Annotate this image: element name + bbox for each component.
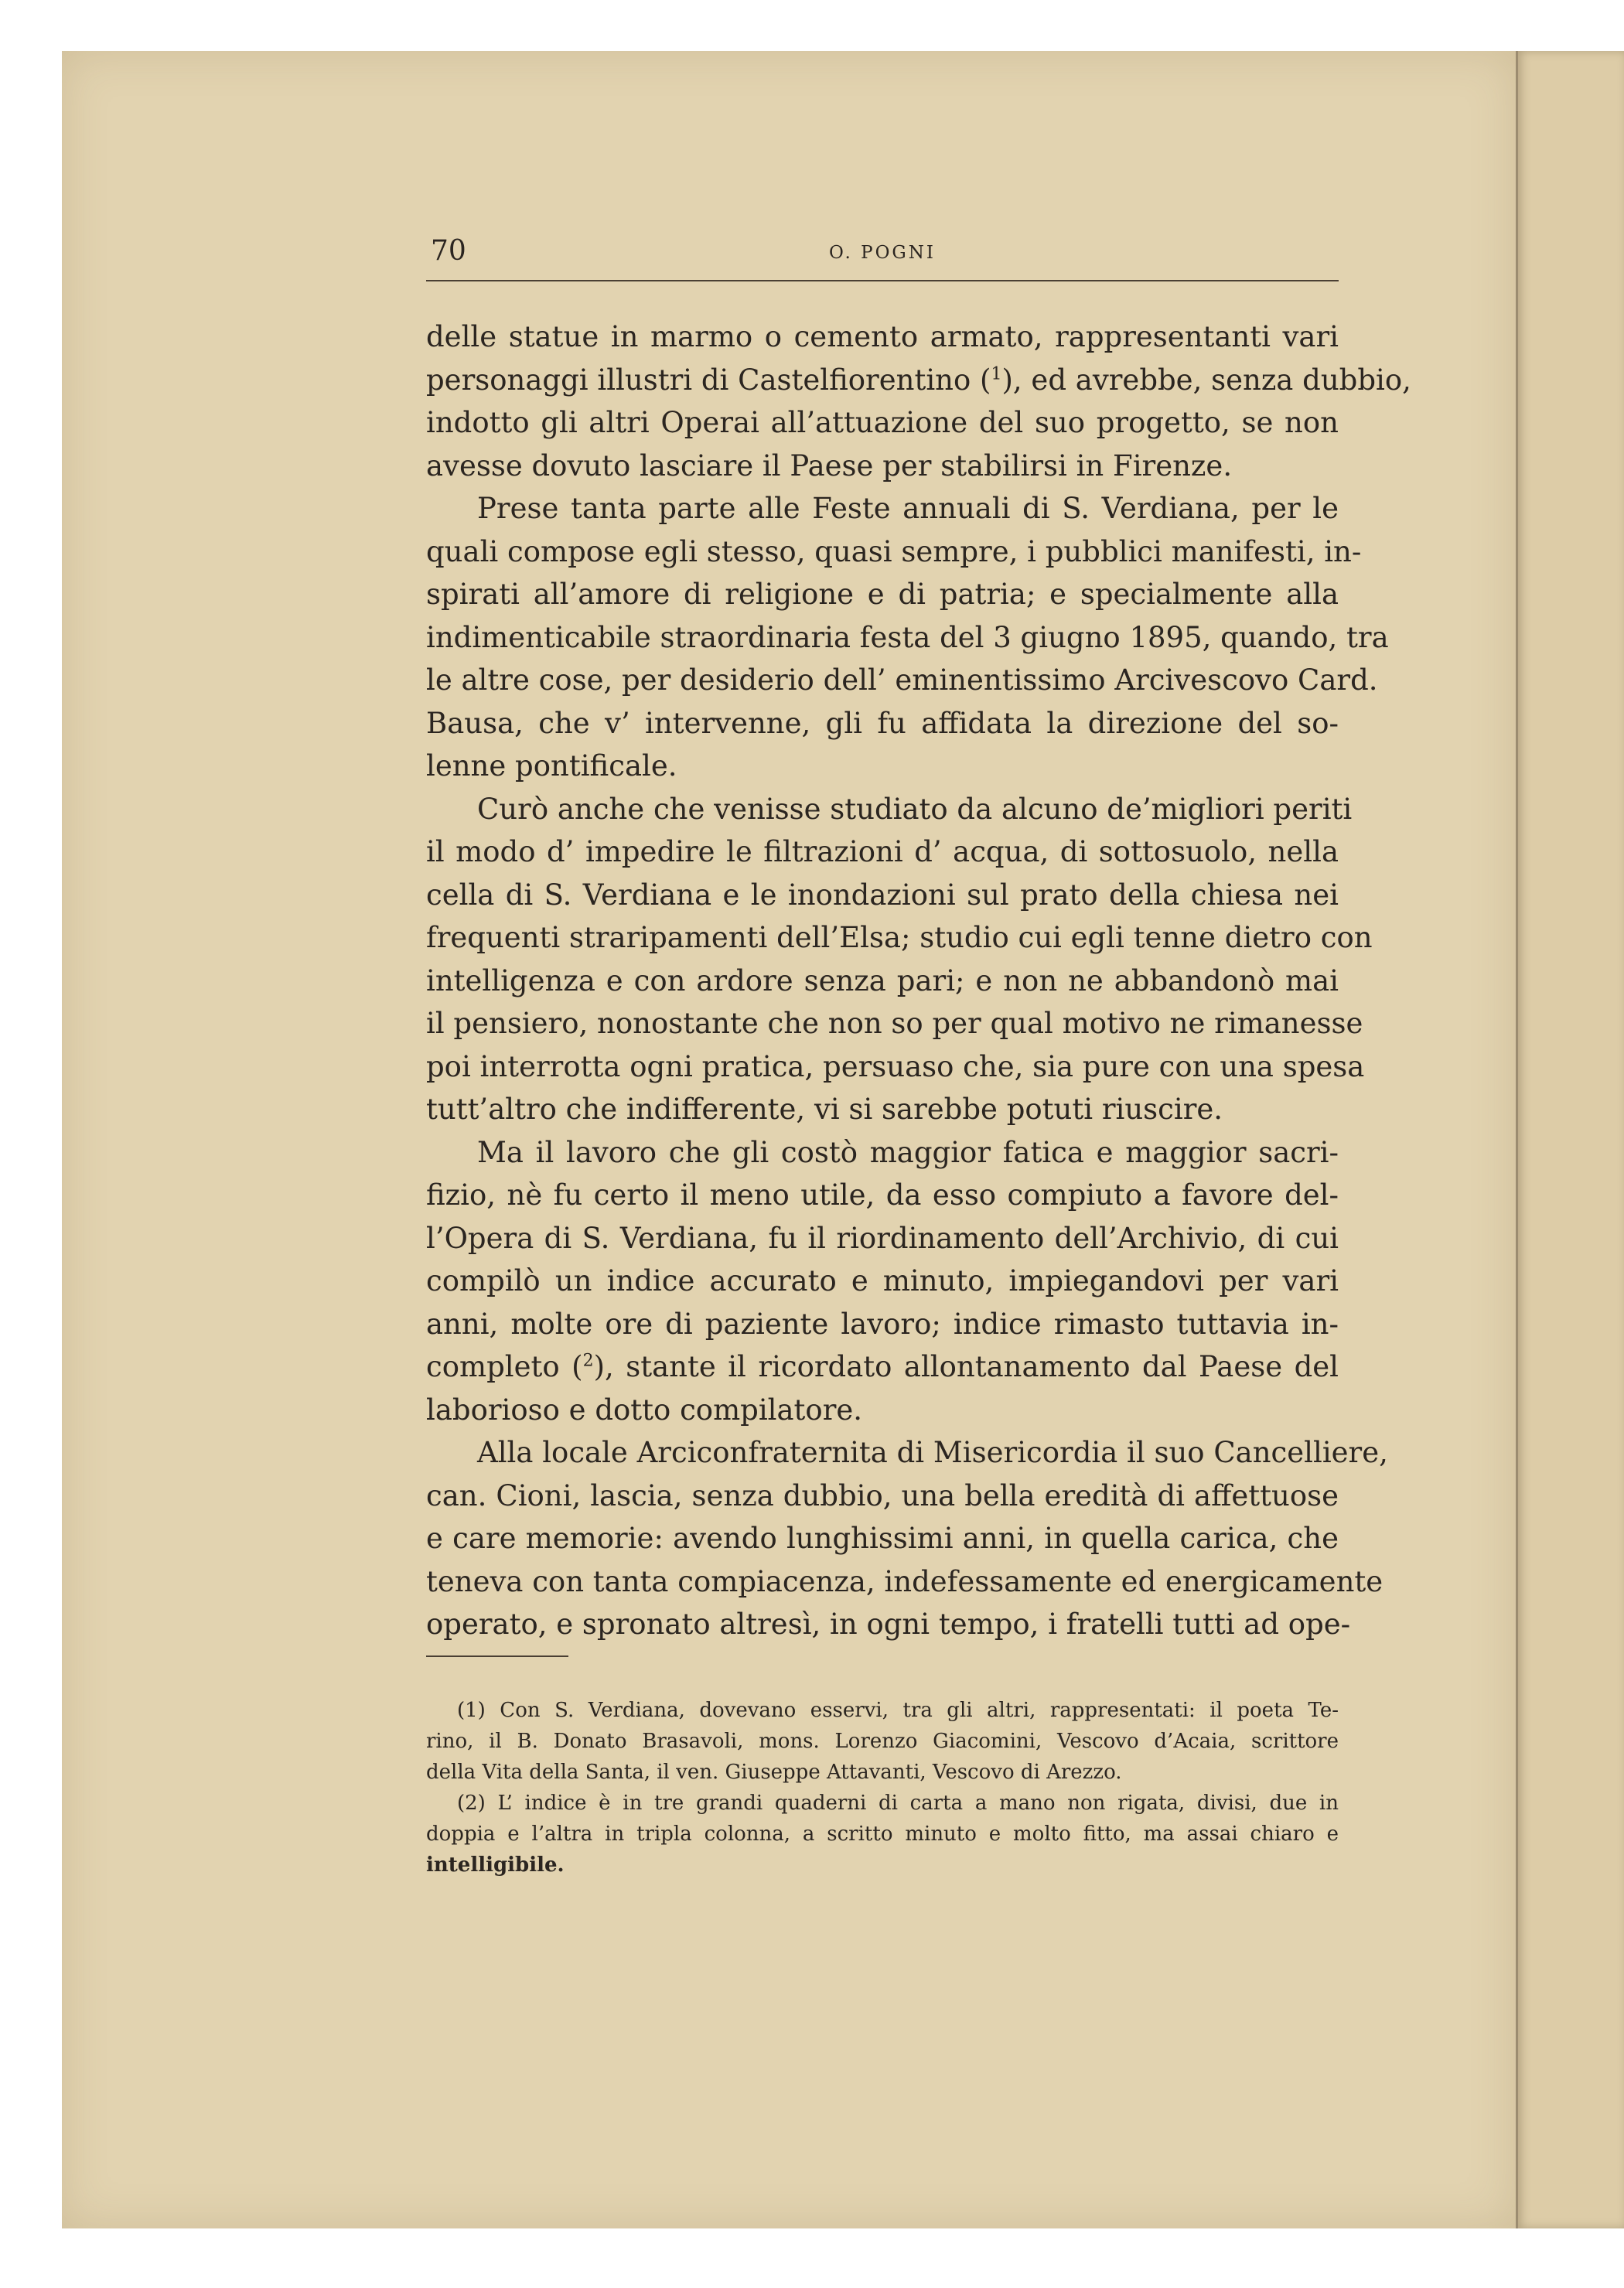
text-line: Ma il lavoro che gli costò maggior fatica e maggior sacri- <box>477 1135 1339 1169</box>
footnote-line: (1) Con S. Verdiana, dovevano esservi, tra gli altri, rappresentati: il poeta Te- <box>457 1699 1339 1722</box>
text-line <box>426 1345 1339 1389</box>
text-line: laborioso e dotto compilatore. <box>426 1393 863 1427</box>
paragraph-5 <box>426 1431 1388 1646</box>
text-line: cella di S. Verdiana e le inondazioni sul prato della chiesa nei <box>426 878 1339 912</box>
text-line: anni, molte ore di paziente lavoro; indice rimasto tuttavia in- <box>426 1307 1339 1341</box>
paragraph-3 <box>426 788 1373 1131</box>
text-segment: completo ( <box>426 1350 583 1383</box>
text-segment: ), stante il ricordato allontanamento dal Paese del <box>593 1350 1339 1383</box>
running-head: O. POGNI <box>828 243 937 263</box>
text-line: Alla locale Arciconfraternita di Misericordia il suo Cancelliere, <box>477 1436 1388 1469</box>
text-line: delle statue in marmo o cemento armato, rappresentanti vari <box>426 320 1339 353</box>
text-line: Bausa, che v’ intervenne, gli fu affidata la direzione del so- <box>426 706 1339 740</box>
text-line: lenne pontificale. <box>426 749 677 783</box>
paragraph-4 <box>426 1131 1339 1432</box>
text-line: compilò un indice accurato e minuto, impiegandovi per vari <box>426 1264 1339 1297</box>
footnote-ref-2: 2 <box>582 1351 594 1371</box>
footnote-2 <box>426 1788 1339 1881</box>
text-segment: personaggi illustri di Castelfiorentino ( <box>426 363 991 397</box>
footnote-1 <box>426 1695 1339 1788</box>
body-text <box>426 315 1411 1646</box>
text-line: Curò anche che venisse studiato da alcuno de’migliori periti <box>477 792 1353 826</box>
paragraph-2 <box>426 487 1389 788</box>
text-line: il pensiero, nonostante che non so per qual motivo ne rimanesse <box>426 1007 1363 1040</box>
text-line: le altre cose, per desiderio dell’ eminentissimo Arcivescovo Card. <box>426 663 1378 697</box>
footnote-divider <box>426 1655 568 1657</box>
paragraph-1 <box>426 315 1411 487</box>
text-line: fizio, nè fu certo il meno utile, da esso compiuto a favore del- <box>426 1178 1339 1212</box>
footnote-line: intelligibile. <box>426 1853 565 1877</box>
text-line: frequenti straripamenti dell’Elsa; studio cui egli tenne dietro con <box>426 921 1373 954</box>
footnote-ref-1: 1 <box>991 364 1002 384</box>
footnote-line: rino, il B. Donato Brasavoli, mons. Lorenzo Giacomini, Vescovo d’Acaia, scrittore <box>426 1730 1339 1753</box>
text-line: teneva con tanta compiacenza, indefessamente ed energicamente <box>426 1564 1383 1598</box>
text-line <box>426 359 1411 402</box>
text-line: indimenticabile straordinaria festa del 3 giugno 1895, quando, tra <box>426 620 1389 654</box>
page-header <box>426 234 1339 281</box>
footnote-line: doppia e l’altra in tripla colonna, a scritto minuto e molto fitto, ma assai chiaro e <box>426 1823 1339 1846</box>
footnotes <box>426 1695 1339 1881</box>
text-line: avesse dovuto lasciare il Paese per stabilirsi in Firenze. <box>426 448 1233 482</box>
footnote-line: (2) L’ indice è in tre grandi quaderni di carta a mano non rigata, divisi, due in <box>457 1792 1339 1815</box>
text-segment: ), ed avrebbe, senza dubbio, <box>1001 363 1411 397</box>
text-line: intelligenza e con ardore senza pari; e non ne abbandonò mai <box>426 963 1339 997</box>
text-line: e care memorie: avendo lunghissimi anni, in quella carica, che <box>426 1522 1339 1555</box>
text-line: indotto gli altri Operai all’attuazione del suo progetto, se non <box>426 406 1339 439</box>
adjacent-page-edge <box>1516 51 1624 2228</box>
text-line: l’Opera di S. Verdiana, fu il riordinamento dell’Archivio, di cui <box>426 1221 1339 1255</box>
text-line: operato, e spronato altresì, in ogni tempo, i fratelli tutti ad ope- <box>426 1608 1351 1641</box>
text-line: can. Cioni, lascia, senza dubbio, una bella eredità di affettuose <box>426 1478 1339 1512</box>
text-line: quali compose egli stesso, quasi sempre, i pubblici manifesti, in- <box>426 534 1362 568</box>
text-line: Prese tanta parte alle Feste annuali di S. Verdiana, per le <box>477 492 1339 525</box>
text-line: spirati all’amore di religione e di patria; e specialmente alla <box>426 578 1339 611</box>
text-line: tutt’altro che indifferente, vi si sarebbe potuti riuscire. <box>426 1093 1223 1126</box>
page-number: 70 <box>431 235 466 267</box>
text-line: poi interrotta ogni pratica, persuaso che, sia pure con una spesa <box>426 1049 1365 1083</box>
footnote-line: della Vita della Santa, il ven. Giuseppe Attavanti, Vescovo di Arezzo. <box>426 1761 1122 1784</box>
text-line: il modo d’ impedire le filtrazioni d’ acqua, di sottosuolo, nella <box>426 835 1339 868</box>
